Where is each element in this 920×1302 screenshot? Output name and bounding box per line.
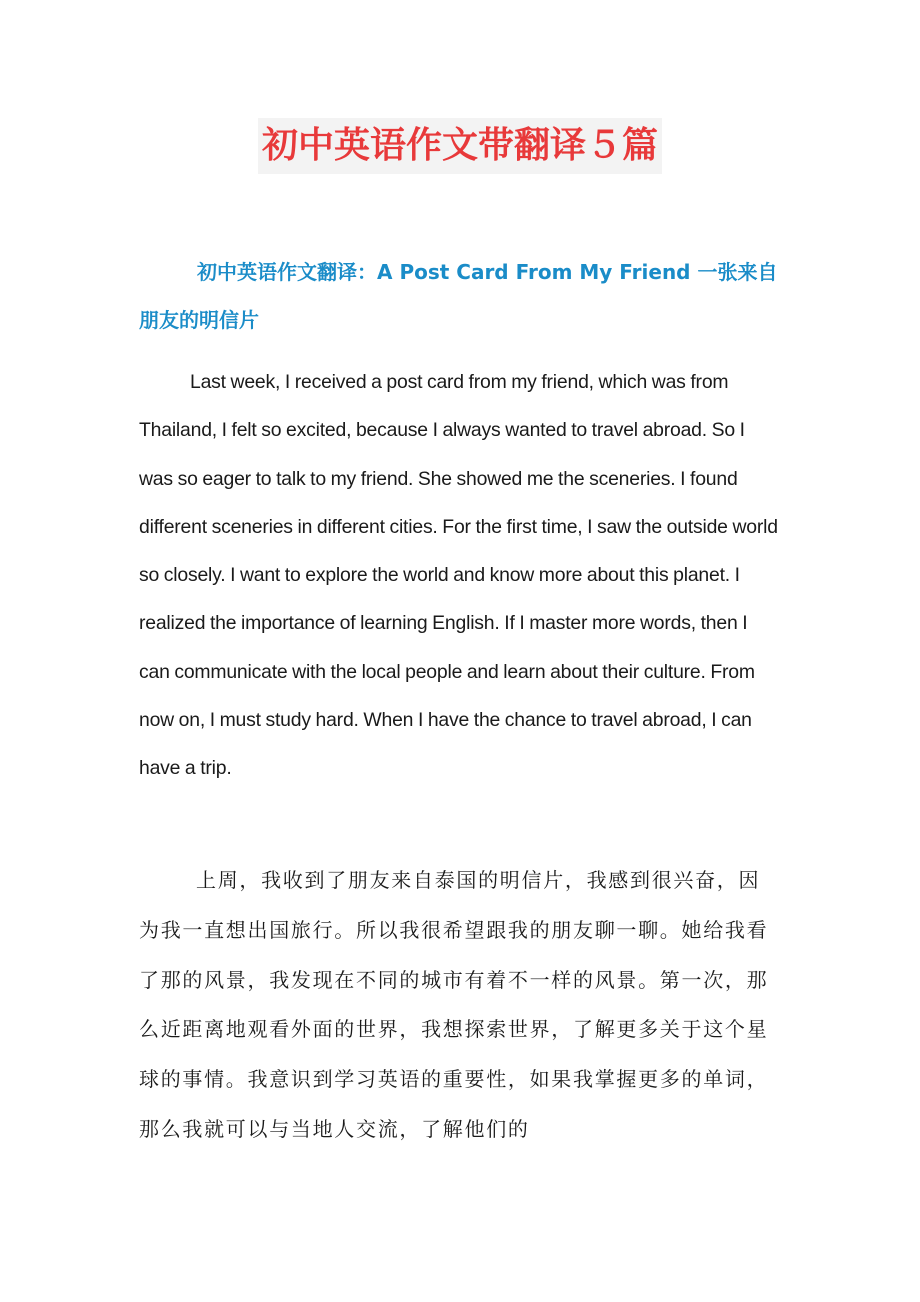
title-container xyxy=(0,118,920,174)
chinese-paragraph: 上周，我收到了朋友来自泰国的明信片，我感到很兴奋，因为我一直想出国旅行。所以我很希望跟我的朋友聊一聊。她给我看了那的风景，我发现在不同的城市有着不一样的风景。第一次，那么近距离地观看外面的世界，我想探索世界，了解更多关于这个星球的事情。我意识到学习英语的重要性，如果我掌握更多的单词，那么我就可以与当地人交流，了解他们的 xyxy=(139,868,769,1141)
document-title: 初中英语作文带翻译５篇 xyxy=(258,118,662,174)
english-paragraph: Last week, I received a post card from my friend, which was from Thailand, I felt so excited, because I always wanted to travel abroad. So I was so eager to talk to my friend. She showed me the sceneries. I found different sceneries in different cities. For the first time, I saw the outside world so closely. I want to explore the world and know more about this planet. I realized the importance of learning English. If I master more words, then I can communicate with the local people and learn about their culture. From now on, I must study hard. When I have the chance to travel abroad, I can have a trip. xyxy=(139,371,778,780)
section-heading: 初中英语作文翻译：A Post Card From My Friend 一张来自朋友的明信片 xyxy=(139,260,778,332)
